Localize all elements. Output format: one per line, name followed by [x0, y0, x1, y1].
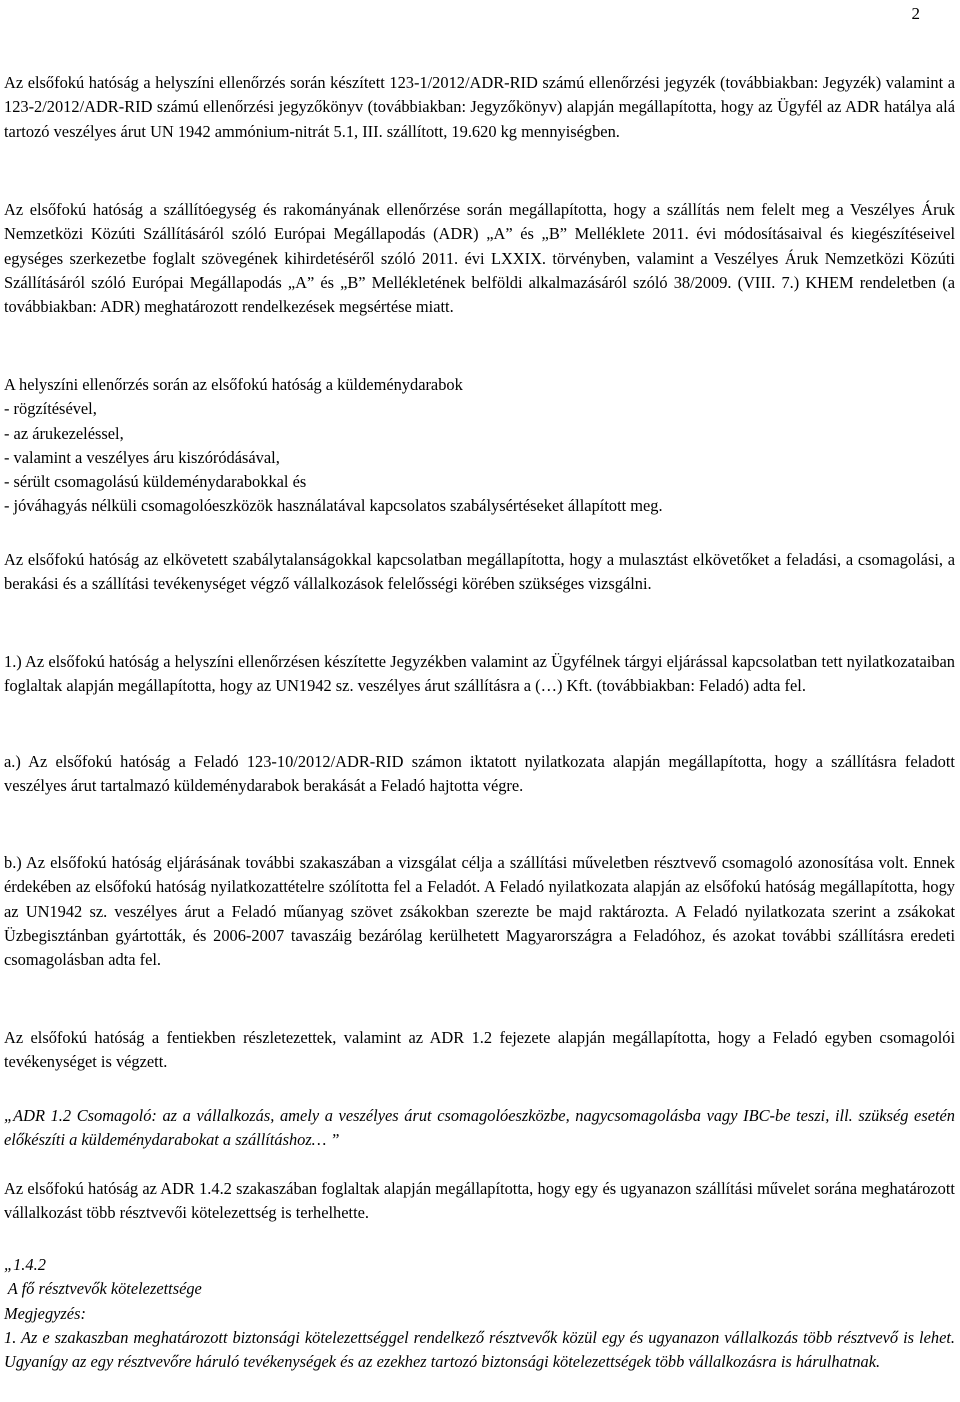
paragraph-findings-summary: Az elsőfokú hatóság a helyszíni ellenőrzés során készített 123-1/2012/ADR-RID számú ellenőrzési jegyzék (továbbiakban: Jegyzék) valamint a 123-2/2012/ADR-RID számú ellenőrzési jegyzőkönyv (továbbiakban: Jegyzőkönyv) alapján megállapította, hogy az Ügyfél az ADR hatálya alá tartozó veszélyes árut UN 1942 ammónium-nitrát 5.1, III. szállított, 19.620 kg mennyiségben.: [4, 73, 955, 141]
paragraph-adr-violation: Az elsőfokú hatóság a szállítóegység és rakományának ellenőrzése során megállapította, hogy a szállítás nem felelt meg a Veszélyes Áruk Nemzetközi Közúti Szállításáról szóló Európai Megállapodás (ADR) „A” és „B” Melléklete 2011. évi módosításaival és kiegészítéseivel egységes szerkezetbe foglalt szövegének kihirdetéséről szóló 2011. évi LXXIX. törvényben, valamint a Veszélyes Áruk Nemzetközi Közúti Szállításáról szóló Európai Megállapodás „A” és „B” Mellékletének belföldi alkalmazásáról szóló 38/2009. (VIII. 7.) KHEM rendeletben (a továbbiakban: ADR) meghatározott rendelkezések megsértése miatt.: [4, 200, 955, 317]
paragraph-packer-activity: Az elsőfokú hatóság a fentiekben részletezettek, valamint az ADR 1.2 fejezete alapján megállapította, hogy a Feladó egyben csomagolói tevékenységet is végzett.: [4, 1028, 955, 1072]
list-item: - rögzítésével,: [4, 399, 97, 419]
quote-adr-1-2: „ADR 1.2 Csomagoló: az a vállalkozás, amely a veszélyes árut csomagolóeszközbe, nagycsomagolásba vagy IBC-be teszi, ill. szükség esetén előkészíti a küldeménydarabokat a szállításhoz… ”: [4, 1106, 955, 1150]
list-intro: A helyszíni ellenőrzés során az elsőfokú hatóság a küldeménydarabok: [4, 375, 463, 394]
paragraph-responsibility: Az elsőfokú hatóság az elkövetett szabálytalanságokkal kapcsolatban megállapította, hogy a mulasztást elkövetőket a feladási, a csomagolási, a berakási és a szállítási tevékenységet végző vállalkozások felelősségi körében szükséges vizsgálni.: [4, 550, 955, 594]
paragraph-point-b: b.) Az elsőfokú hatóság eljárásának további szakaszában a vizsgálat célja a szállítási műveletben résztvevő csomagoló azonosítása volt. Ennek érdekében az elsőfokú hatóság nyilatkozattételre szólította fel a Feladót. A Feladó nyilatkozata alapján az elsőfokú hatóság megállapította, hogy az UN1942 sz. veszélyes árut a Feladó műanyag szövet zsákokban szerezte be majd raktározta. A Feladó nyilatkozata szerint a zsákokat Üzbegisztánban gyártották, és 2006-2007 tavaszáig bezárólag kerülhetett Magyarországra a Feladóhoz, és azokat további szállításra eredeti csomagolásban adta fel.: [4, 853, 955, 970]
inspection-findings-list: [4, 373, 955, 519]
quote-body: 1. Az e szakaszban meghatározott biztonsági kötelezettséggel rendelkező résztvevők közül egy és ugyanazon vállalkozás több résztvevő is lehet. Ugyanígy az egy résztvevőre háruló tevékenységek és az ezekhez tartozó biztonsági kötelezettségek több vállalkozásra is hárulhatnak.: [4, 1327, 955, 1372]
quote-adr-1-4-2: [4, 1253, 955, 1374]
list-item: - az árukezeléssel,: [4, 423, 124, 443]
paragraph-point-a: a.) Az elsőfokú hatóság a Feladó 123-10/2012/ADR-RID számon iktatott nyilatkozata alapján megállapította, hogy a szállításra feladott veszélyes árut tartalmazó küldeménydarabok berakását a Feladó hajtotta végre.: [4, 752, 955, 796]
list-item: - valamint a veszélyes áru kiszóródásával,: [4, 447, 280, 467]
paragraph-adr-1-4-2: Az elsőfokú hatóság az ADR 1.4.2 szakaszában foglaltak alapján megállapította, hogy egy és ugyanazon szállítási művelet sorána meghatározott vállalkozást több résztvevői kötelezettség is terhelhette.: [4, 1179, 955, 1223]
quote-heading-line: „1.4.2: [4, 1255, 46, 1274]
list-item: - jóváhagyás nélküli csomagolóeszközök használatával kapcsolatos szabálysértéseket állapított meg.: [4, 496, 663, 516]
paragraph-point-1: 1.) Az elsőfokú hatóság a helyszíni ellenőrzésen készítette Jegyzékben valamint az Ügyfélnek tárgyi eljárással kapcsolatban tett nyilatkozataiban foglaltak alapján megállapította, hogy az UN1942 sz. veszélyes árut szállításra a (…) Kft. (továbbiakban: Feladó) adta fel.: [4, 652, 955, 696]
list-item: - sérült csomagolású küldeménydarabokkal és: [4, 472, 307, 492]
quote-heading-line: A fő résztvevők kötelezettsége: [4, 1279, 202, 1299]
quote-heading-line: Megjegyzés:: [4, 1303, 86, 1323]
page-number: 2: [911, 4, 920, 23]
